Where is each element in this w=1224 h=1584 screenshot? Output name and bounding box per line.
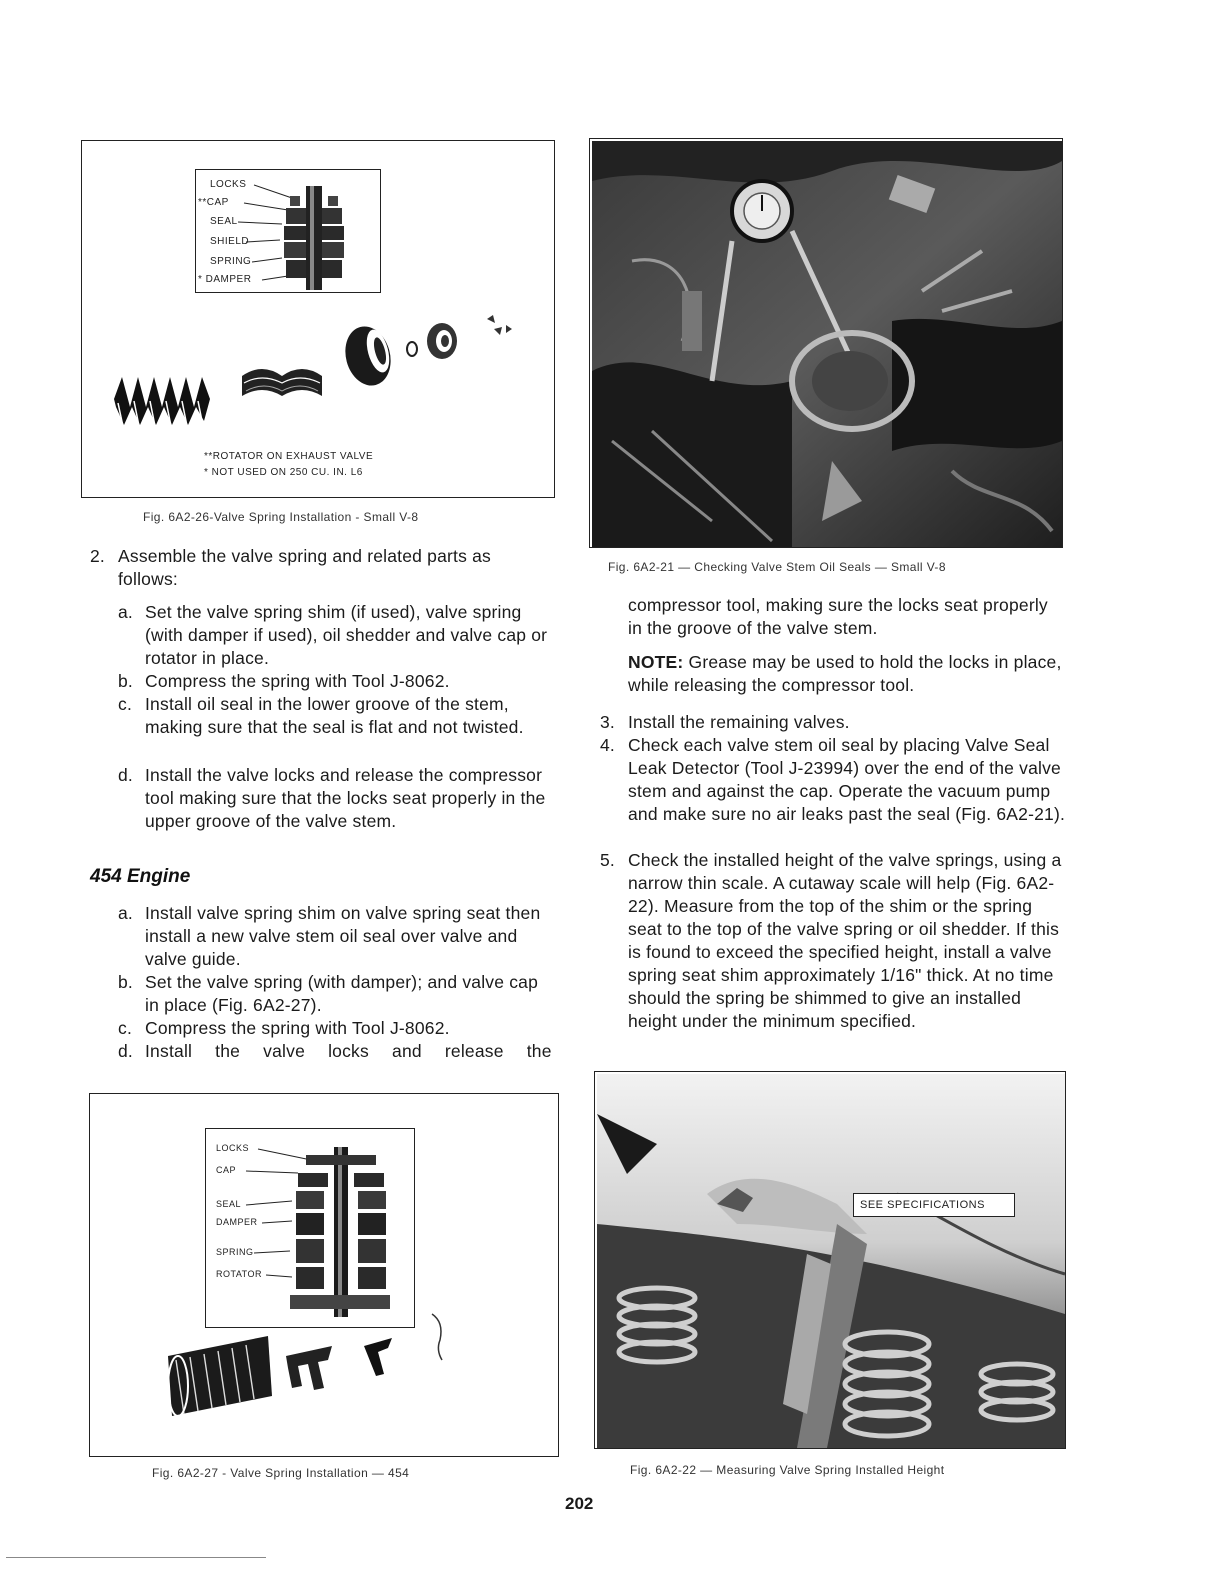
step-2-text: Assemble the valve spring and related parts as follows:	[118, 546, 492, 589]
step-4-number: 4.	[600, 735, 615, 755]
step-3	[600, 711, 1066, 734]
step-2a	[118, 601, 556, 670]
fig21-caption: Fig. 6A2-21 — Checking Valve Stem Oil Seals — Small V-8	[608, 560, 946, 574]
step-454-d-letter: d.	[118, 1041, 133, 1061]
fig26-label-locks: LOCKS	[210, 179, 247, 190]
note-label: NOTE:	[628, 652, 684, 672]
fig27-label-cap: CAP	[216, 1165, 237, 1175]
step-2	[90, 545, 556, 591]
figure-6a2-22	[594, 1071, 1066, 1449]
section-heading-454-engine: 454 Engine	[90, 866, 191, 887]
step-2c	[118, 693, 556, 739]
fig26-note-line1: **ROTATOR ON EXHAUST VALVE	[204, 451, 374, 462]
step-454-a-text: Install valve spring shim on valve spring seat then install a new valve stem oil seal over valve and valve guide.	[145, 903, 541, 969]
fig27-label-damper: DAMPER	[216, 1217, 258, 1227]
step-454-c	[118, 1017, 556, 1040]
step-4-text: Check each valve stem oil seal by placing Valve Seal Leak Detector (Tool J-23994) over the end of the valve stem and against the cap. Operate the vacuum pump and make sure no air leaks past the seal (Fig. 6A2-21).	[628, 735, 1066, 824]
step-4	[600, 734, 1066, 826]
figure-6a2-21	[589, 138, 1063, 548]
step-454-c-text: Compress the spring with Tool J-8062.	[145, 1018, 450, 1038]
note-paragraph	[628, 651, 1066, 697]
fig22-valve-spring-photo	[597, 1074, 1065, 1448]
page-number: 202	[565, 1494, 594, 1513]
step-5-number: 5.	[600, 850, 615, 870]
step-2d-text: Install the valve locks and release the compressor tool making sure that the locks seat properly in the upper groove of the valve stem.	[145, 765, 546, 831]
step-2b-letter: b.	[118, 671, 133, 691]
fig26-label-seal: SEAL	[210, 216, 238, 227]
step-2d-letter: d.	[118, 765, 133, 785]
step-5-text: Check the installed height of the valve springs, using a narrow thin scale. A cutaway scale will help (Fig. 6A2-22). Measure from the top of the shim or the spring seat to the top of the valve spring or oil shedder. If this is found to exceed the specified height, install a valve spring seat shim approximately 1/16" thick. At no time should the spring be shimmed to give an installed height under the minimum specified.	[628, 850, 1062, 1031]
step-454-b-letter: b.	[118, 972, 133, 992]
fig27-label-seal: SEAL	[216, 1199, 242, 1209]
fig27-label-rotator: ROTATOR	[216, 1269, 262, 1279]
step-2a-text: Set the valve spring shim (if used), valve spring (with damper if used), oil shedder and valve cap or rotator in place.	[145, 602, 548, 668]
continuation-paragraph: compressor tool, making sure the locks seat properly in the groove of the valve stem.	[628, 595, 1048, 638]
step-454-c-letter: c.	[118, 1018, 133, 1038]
fig26-label-shield: SHIELD	[210, 236, 250, 247]
fig22-callout-text: SEE SPECIFICATIONS	[860, 1199, 985, 1211]
fig27-exploded-parts-drawing	[90, 1094, 560, 1458]
fig26-label-spring: SPRING	[210, 256, 252, 267]
fig26-label-damper: * DAMPER	[198, 274, 252, 285]
step-454-b	[118, 971, 556, 1017]
fig22-caption: Fig. 6A2-22 — Measuring Valve Spring Installed Height	[630, 1463, 945, 1477]
fig22-callout-box	[853, 1193, 1015, 1217]
step-2a-letter: a.	[118, 602, 133, 622]
step-2c-letter: c.	[118, 694, 133, 714]
fig26-exploded-parts-drawing	[82, 141, 556, 499]
step-2-number: 2.	[90, 546, 105, 566]
note-text: Grease may be used to hold the locks in place, while releasing the compressor tool.	[628, 652, 1062, 695]
step-454-a	[118, 902, 556, 971]
step-2b-text: Compress the spring with Tool J-8062.	[145, 671, 450, 691]
fig21-engine-photo	[592, 141, 1062, 547]
figure-6a2-27	[89, 1093, 559, 1457]
fig26-note-line2: * NOT USED ON 250 CU. IN. L6	[204, 467, 363, 478]
fig27-label-spring: SPRING	[216, 1247, 254, 1257]
step-454-a-letter: a.	[118, 903, 133, 923]
step-2b	[118, 670, 556, 693]
fig26-caption: Fig. 6A2-26-Valve Spring Installation - Small V-8	[143, 510, 419, 524]
fig27-label-locks: LOCKS	[216, 1143, 250, 1153]
step-454-d	[118, 1040, 556, 1063]
fig26-label-cap: **CAP	[198, 197, 229, 208]
bottom-divider	[6, 1557, 266, 1558]
step-454-d-text: Install the valve locks and release the	[145, 1041, 552, 1061]
figure-6a2-26	[81, 140, 555, 498]
step-454-b-text: Set the valve spring (with damper); and valve cap in place (Fig. 6A2-27).	[145, 972, 539, 1015]
step-2d	[118, 764, 556, 833]
step-2c-text: Install oil seal in the lower groove of the stem, making sure that the seal is flat and not twisted.	[145, 694, 524, 737]
step-5	[600, 849, 1066, 1033]
fig27-caption: Fig. 6A2-27 - Valve Spring Installation — 454	[152, 1466, 410, 1480]
step-3-number: 3.	[600, 712, 615, 732]
step-3-text: Install the remaining valves.	[628, 712, 850, 732]
